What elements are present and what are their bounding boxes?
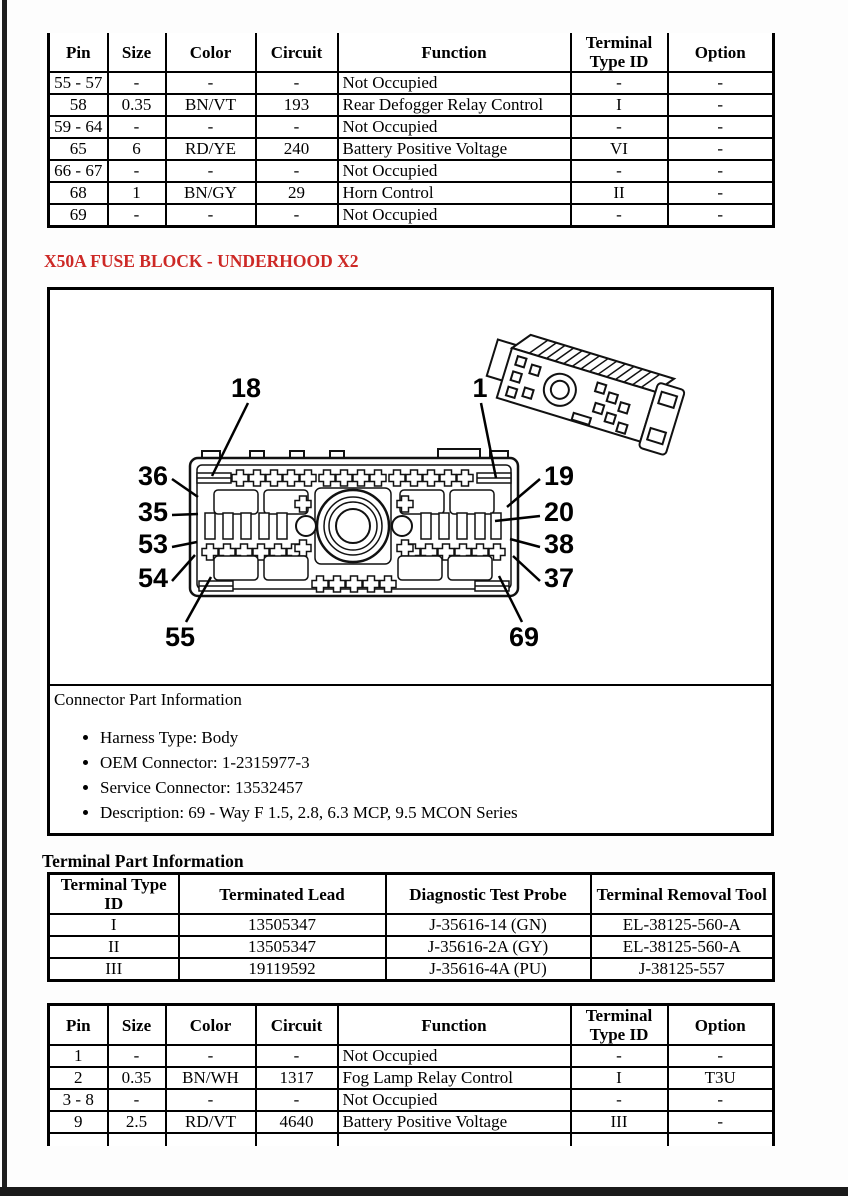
col-size: Size [108, 33, 166, 72]
section-heading: X50A FUSE BLOCK - UNDERHOOD X2 [44, 251, 359, 271]
cell: II [49, 936, 179, 958]
cell: - [571, 160, 668, 182]
cell: 66 - 67 [49, 160, 108, 182]
cell: VI [571, 138, 668, 160]
col-color: Color [166, 1005, 256, 1046]
cell: - [668, 204, 774, 227]
cell: - [166, 160, 256, 182]
cell: RD/VT [166, 1111, 256, 1133]
col-circuit: Circuit [256, 33, 338, 72]
cell: J-35616-4A (PU) [386, 958, 591, 981]
cell: - [256, 160, 338, 182]
cell: 29 [256, 182, 338, 204]
pin-table-top [47, 33, 775, 228]
pin-table-bottom-header [49, 1005, 774, 1046]
cell: BN/GY [166, 182, 256, 204]
cell: 2.5 [108, 1111, 166, 1133]
cell: J-35616-14 (GN) [386, 914, 591, 936]
table-row [49, 958, 774, 981]
table-row [49, 204, 774, 227]
cell: Not Occupied [338, 204, 571, 227]
page-edge-line [2, 0, 7, 1189]
table-row [49, 94, 774, 116]
cell: - [668, 72, 774, 94]
callout-20: 20 [544, 497, 575, 527]
partial-row [49, 1133, 774, 1146]
cell: 68 [49, 182, 108, 204]
table-row [49, 1111, 774, 1133]
table-row [49, 1067, 774, 1089]
cell: - [668, 116, 774, 138]
cell: - [256, 204, 338, 227]
cell: 55 - 57 [49, 72, 108, 94]
cell: - [108, 72, 166, 94]
cell: 4640 [256, 1111, 338, 1133]
list-item: • Harness Type: Body [100, 725, 765, 750]
pin-table-top-header [49, 33, 774, 72]
cell: 1 [108, 182, 166, 204]
col-option: Option [668, 33, 774, 72]
cell: 1 [49, 1045, 108, 1067]
table-row [49, 914, 774, 936]
col-pin: Pin [49, 1005, 108, 1046]
cell: - [668, 1111, 774, 1133]
cell: - [256, 116, 338, 138]
cell: - [256, 1045, 338, 1067]
connector-diagram [50, 290, 771, 684]
cell: Not Occupied [338, 1045, 571, 1067]
col-color: Color [166, 33, 256, 72]
cell: - [108, 204, 166, 227]
terminal-table-header [49, 874, 774, 915]
cell: 59 - 64 [49, 116, 108, 138]
terminal-table-body [49, 914, 774, 981]
cell: Not Occupied [338, 1089, 571, 1111]
cell: - [166, 204, 256, 227]
table-row [49, 936, 774, 958]
cell: - [108, 1089, 166, 1111]
cell: J-35616-2A (GY) [386, 936, 591, 958]
cell: - [668, 138, 774, 160]
callout-18: 18 [230, 373, 262, 403]
cell: - [166, 116, 256, 138]
cell: - [166, 72, 256, 94]
cell: RD/YE [166, 138, 256, 160]
connector-diagram-box [47, 287, 774, 836]
cell: I [571, 1067, 668, 1089]
cell: - [668, 1089, 774, 1111]
terminal-part-table [47, 872, 775, 982]
table-row [49, 160, 774, 182]
callout-19: 19 [544, 461, 575, 491]
connector-info-title: Connector Part Information [54, 690, 242, 709]
cell: III [49, 958, 179, 981]
col-terminal-removal-tool: Terminal Removal Tool [591, 874, 774, 915]
cell: - [256, 72, 338, 94]
cell: EL-38125-560-A [591, 914, 774, 936]
list-item: • OEM Connector: 1-2315977-3 [100, 750, 765, 775]
cell: 1317 [256, 1067, 338, 1089]
cell: Not Occupied [338, 116, 571, 138]
cell: - [256, 1089, 338, 1111]
cell: BN/WH [166, 1067, 256, 1089]
callout-55: 55 [164, 622, 196, 652]
table-row [49, 1089, 774, 1111]
cell: Horn Control [338, 182, 571, 204]
list-item: • Description: 69 - Way F 1.5, 2.8, 6.3 MCP, 9.5 MCON Series [100, 800, 765, 825]
cell: 65 [49, 138, 108, 160]
cell: 3 - 8 [49, 1089, 108, 1111]
col-terminal-type-id: Terminal Type ID [571, 33, 668, 72]
cell: - [108, 1045, 166, 1067]
cell: - [571, 1045, 668, 1067]
table-row [49, 116, 774, 138]
connector-3d-view [480, 326, 688, 455]
cell: 58 [49, 94, 108, 116]
col-size: Size [108, 1005, 166, 1046]
cell: 6 [108, 138, 166, 160]
connector-info-list [100, 725, 765, 825]
col-option: Option [668, 1005, 774, 1046]
cell: - [166, 1045, 256, 1067]
cell: - [571, 72, 668, 94]
cell: J-38125-557 [591, 958, 774, 981]
cell: 0.35 [108, 94, 166, 116]
cell: Not Occupied [338, 72, 571, 94]
cell: - [668, 94, 774, 116]
col-pin: Pin [49, 33, 108, 72]
cell: Fog Lamp Relay Control [338, 1067, 571, 1089]
cell: Not Occupied [338, 160, 571, 182]
connector-part-information [50, 684, 771, 833]
cell: - [668, 182, 774, 204]
cell: Battery Positive Voltage [338, 138, 571, 160]
col-diagnostic-test-probe: Diagnostic Test Probe [386, 874, 591, 915]
cell: - [571, 116, 668, 138]
cell: II [571, 182, 668, 204]
cell: 69 [49, 204, 108, 227]
list-item: • Service Connector: 13532457 [100, 775, 765, 800]
cell: I [49, 914, 179, 936]
cell: I [571, 94, 668, 116]
page-bottom-bar [0, 1187, 848, 1196]
cell: 193 [256, 94, 338, 116]
cell: 13505347 [179, 936, 386, 958]
cell: - [571, 204, 668, 227]
cell: EL-38125-560-A [591, 936, 774, 958]
cell: 13505347 [179, 914, 386, 936]
callout-53: 53 [137, 529, 168, 559]
cell: BN/VT [166, 94, 256, 116]
terminal-part-information-heading: Terminal Part Information [42, 851, 244, 871]
cell: - [668, 160, 774, 182]
col-function: Function [338, 33, 571, 72]
cell: Battery Positive Voltage [338, 1111, 571, 1133]
col-terminal-type-id: Terminal Type ID [571, 1005, 668, 1046]
cell: Rear Defogger Relay Control [338, 94, 571, 116]
callout-35: 35 [137, 497, 168, 527]
callout-69: 69 [508, 622, 540, 652]
callout-54: 54 [137, 563, 168, 593]
table-row [49, 72, 774, 94]
cell: - [571, 1089, 668, 1111]
cell: - [108, 116, 166, 138]
cell: 9 [49, 1111, 108, 1133]
pin-table-bottom-cutoff [49, 1133, 774, 1146]
callout-1: 1 [472, 373, 488, 403]
col-circuit: Circuit [256, 1005, 338, 1046]
col-terminal-type-id: Terminal Type ID [49, 874, 179, 915]
cell: - [166, 1089, 256, 1111]
callout-38: 38 [544, 529, 575, 559]
table-row [49, 1045, 774, 1067]
table-row [49, 182, 774, 204]
cell: 240 [256, 138, 338, 160]
pin-table-top-body [49, 72, 774, 227]
cell: III [571, 1111, 668, 1133]
pin-table-bottom [47, 1003, 775, 1146]
col-function: Function [338, 1005, 571, 1046]
cell: 2 [49, 1067, 108, 1089]
callout-36: 36 [137, 461, 168, 491]
table-row [49, 138, 774, 160]
connector-face-view [190, 449, 518, 596]
cell: 0.35 [108, 1067, 166, 1089]
pin-table-bottom-body [49, 1045, 774, 1133]
cell: T3U [668, 1067, 774, 1089]
cell: - [668, 1045, 774, 1067]
cell: - [108, 160, 166, 182]
cell: 19119592 [179, 958, 386, 981]
callout-37: 37 [544, 563, 575, 593]
col-terminated-lead: Terminated Lead [179, 874, 386, 915]
